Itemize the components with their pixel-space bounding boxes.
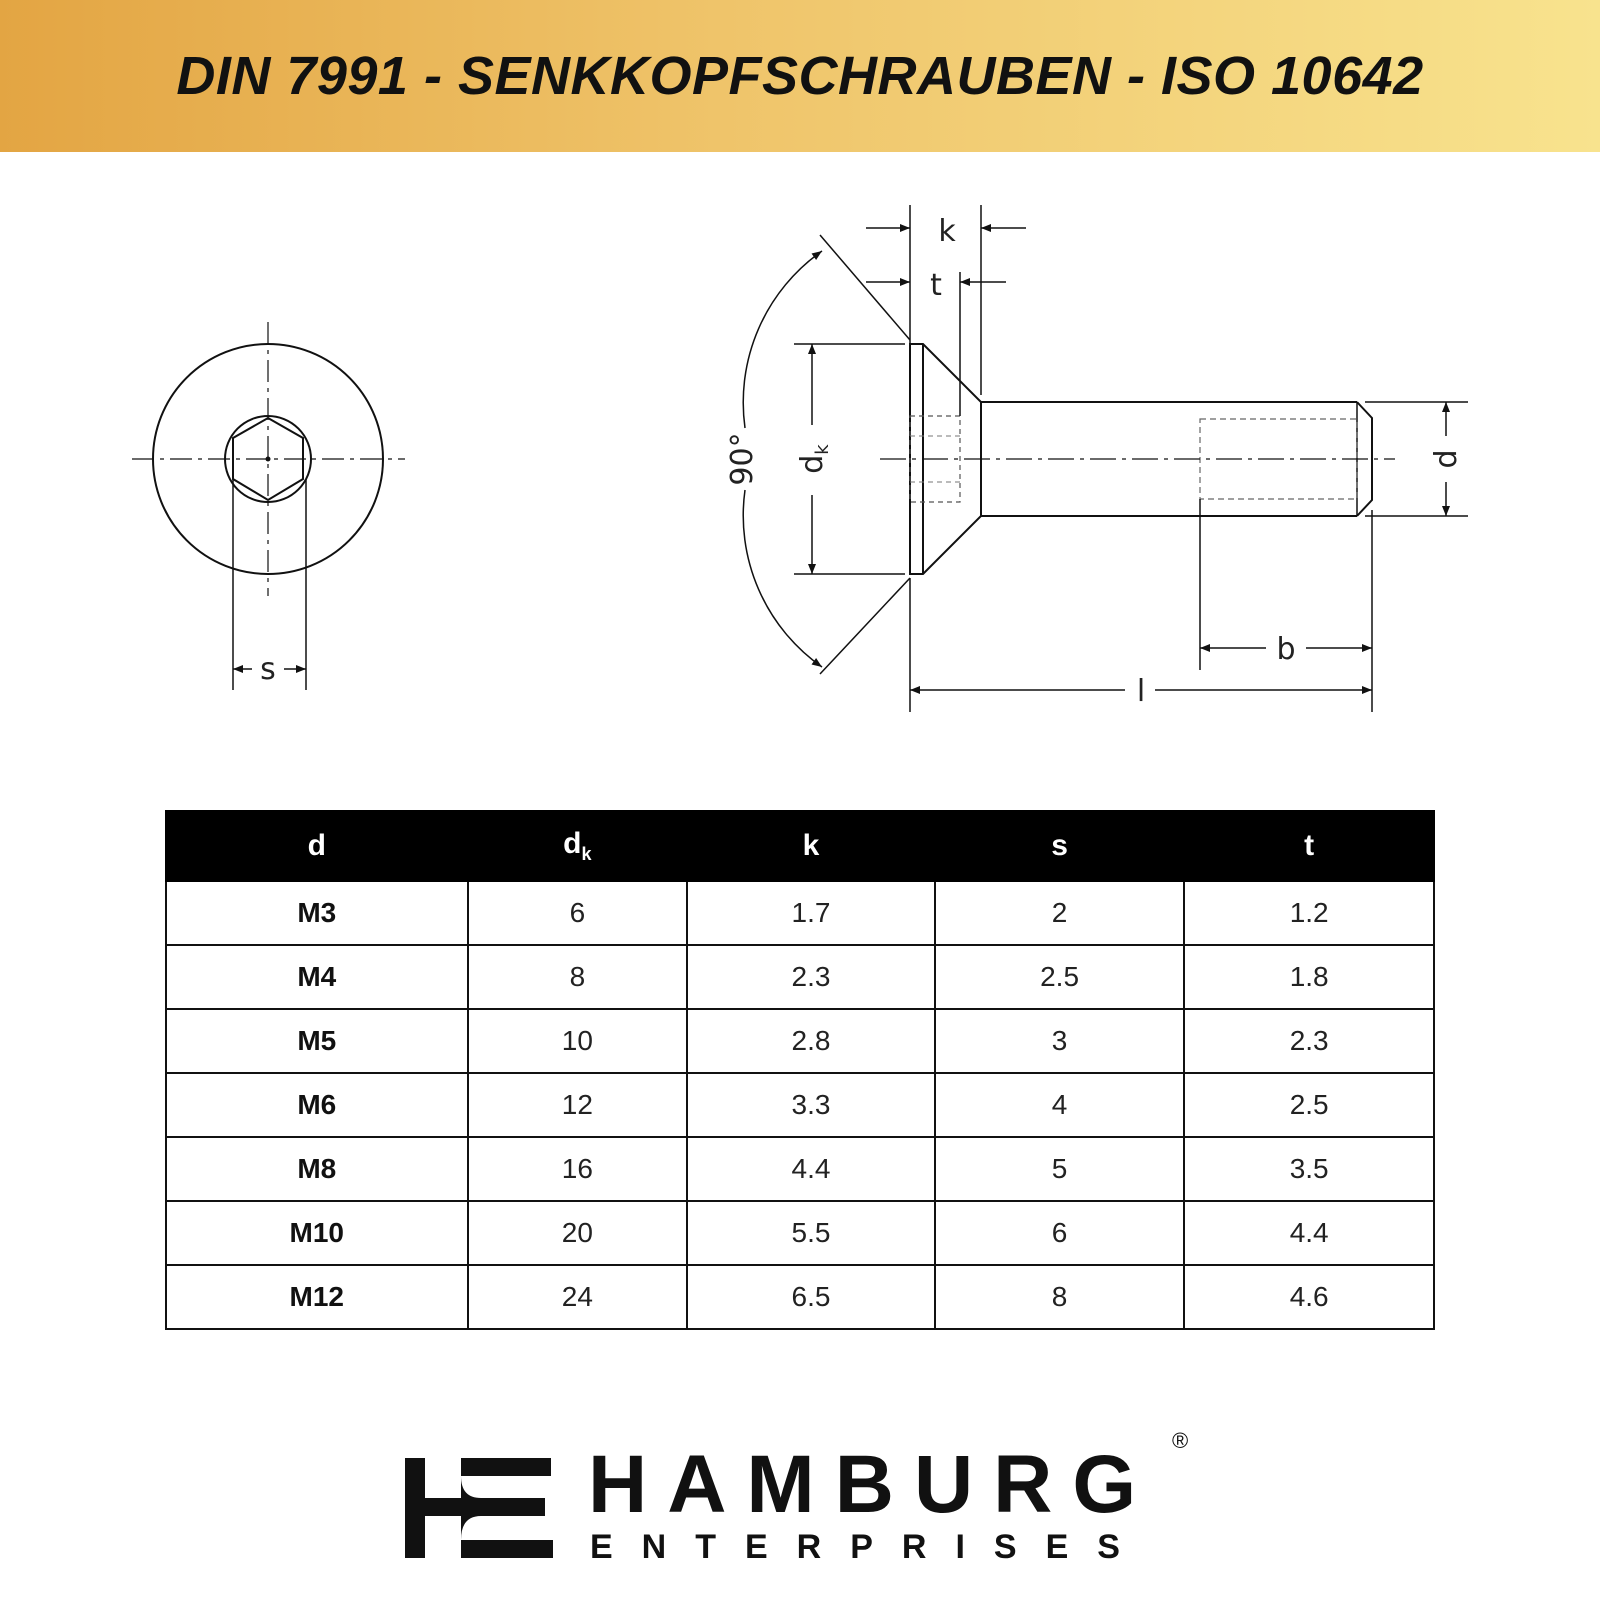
cell-k: 4.4 — [687, 1137, 935, 1201]
dim-dk-label-main: d — [795, 454, 830, 474]
cell-d: M10 — [166, 1201, 468, 1265]
cell-d: M3 — [166, 881, 468, 945]
dim-angle-label: 90° — [725, 432, 760, 486]
cell-k: 5.5 — [687, 1201, 935, 1265]
cell-k: 2.3 — [687, 945, 935, 1009]
header-s: s — [935, 811, 1185, 881]
dim-b-label: b — [1276, 632, 1296, 667]
cell-s: 2 — [935, 881, 1185, 945]
cell-t: 1.8 — [1184, 945, 1434, 1009]
table-row — [166, 881, 1434, 945]
cell-k: 1.7 — [687, 881, 935, 945]
cell-t: 1.2 — [1184, 881, 1434, 945]
dim-l-label: l — [1136, 674, 1146, 709]
angle-arc-lower — [743, 490, 822, 667]
side-view — [743, 205, 1468, 712]
header-t: t — [1184, 811, 1434, 881]
cell-dk: 24 — [468, 1265, 688, 1329]
cell-dk: 8 — [468, 945, 688, 1009]
cell-t: 2.5 — [1184, 1073, 1434, 1137]
brand-name: HAMBURG — [588, 1439, 1157, 1530]
cell-d: M4 — [166, 945, 468, 1009]
header-k: k — [687, 811, 935, 881]
registered-mark: ® — [1172, 1428, 1189, 1453]
cell-d: M6 — [166, 1073, 468, 1137]
cell-s: 6 — [935, 1201, 1185, 1265]
cell-d: M8 — [166, 1137, 468, 1201]
dim-s-label: s — [260, 652, 276, 687]
cell-t: 2.3 — [1184, 1009, 1434, 1073]
cell-t: 4.6 — [1184, 1265, 1434, 1329]
header-d: d — [166, 811, 468, 881]
technical-drawing — [0, 0, 1600, 760]
cell-dk: 20 — [468, 1201, 688, 1265]
dim-t-label: t — [930, 268, 942, 303]
dim-d-label: d — [1429, 449, 1464, 469]
top-view — [132, 322, 405, 690]
cell-dk: 16 — [468, 1137, 688, 1201]
dimension-table — [165, 810, 1435, 1330]
cell-dk: 6 — [468, 881, 688, 945]
table-row — [166, 1265, 1434, 1329]
cell-s: 4 — [935, 1073, 1185, 1137]
dim-dk-label — [795, 444, 833, 474]
dim-dk-label-sub: k — [812, 444, 833, 455]
cell-t: 3.5 — [1184, 1137, 1434, 1201]
cell-k: 6.5 — [687, 1265, 935, 1329]
table-row — [166, 1137, 1434, 1201]
table-row — [166, 1009, 1434, 1073]
brand-logo — [0, 1410, 1600, 1566]
cell-s: 5 — [935, 1137, 1185, 1201]
cell-dk: 12 — [468, 1073, 688, 1137]
cell-d: M12 — [166, 1265, 468, 1329]
header-dk: $d_k$ — [468, 811, 688, 881]
cell-d: M5 — [166, 1009, 468, 1073]
table-row — [166, 1073, 1434, 1137]
angle-arc-upper — [743, 251, 822, 428]
cell-s: 3 — [935, 1009, 1185, 1073]
table-row — [166, 1201, 1434, 1265]
cell-s: 8 — [935, 1265, 1185, 1329]
dim-k-label: k — [938, 214, 956, 249]
cell-s: 2.5 — [935, 945, 1185, 1009]
cell-k: 3.3 — [687, 1073, 935, 1137]
page-title: DIN 7991 - SENKKOPFSCHRAUBEN - ISO 10642 — [176, 46, 1424, 106]
cell-k: 2.8 — [687, 1009, 935, 1073]
cell-t: 4.4 — [1184, 1201, 1434, 1265]
cell-dk: 10 — [468, 1009, 688, 1073]
table-row — [166, 945, 1434, 1009]
brand-tagline: ENTERPRISES — [590, 1528, 1149, 1566]
table-header-row — [166, 811, 1434, 881]
he-logo-mark-icon — [405, 1450, 553, 1560]
